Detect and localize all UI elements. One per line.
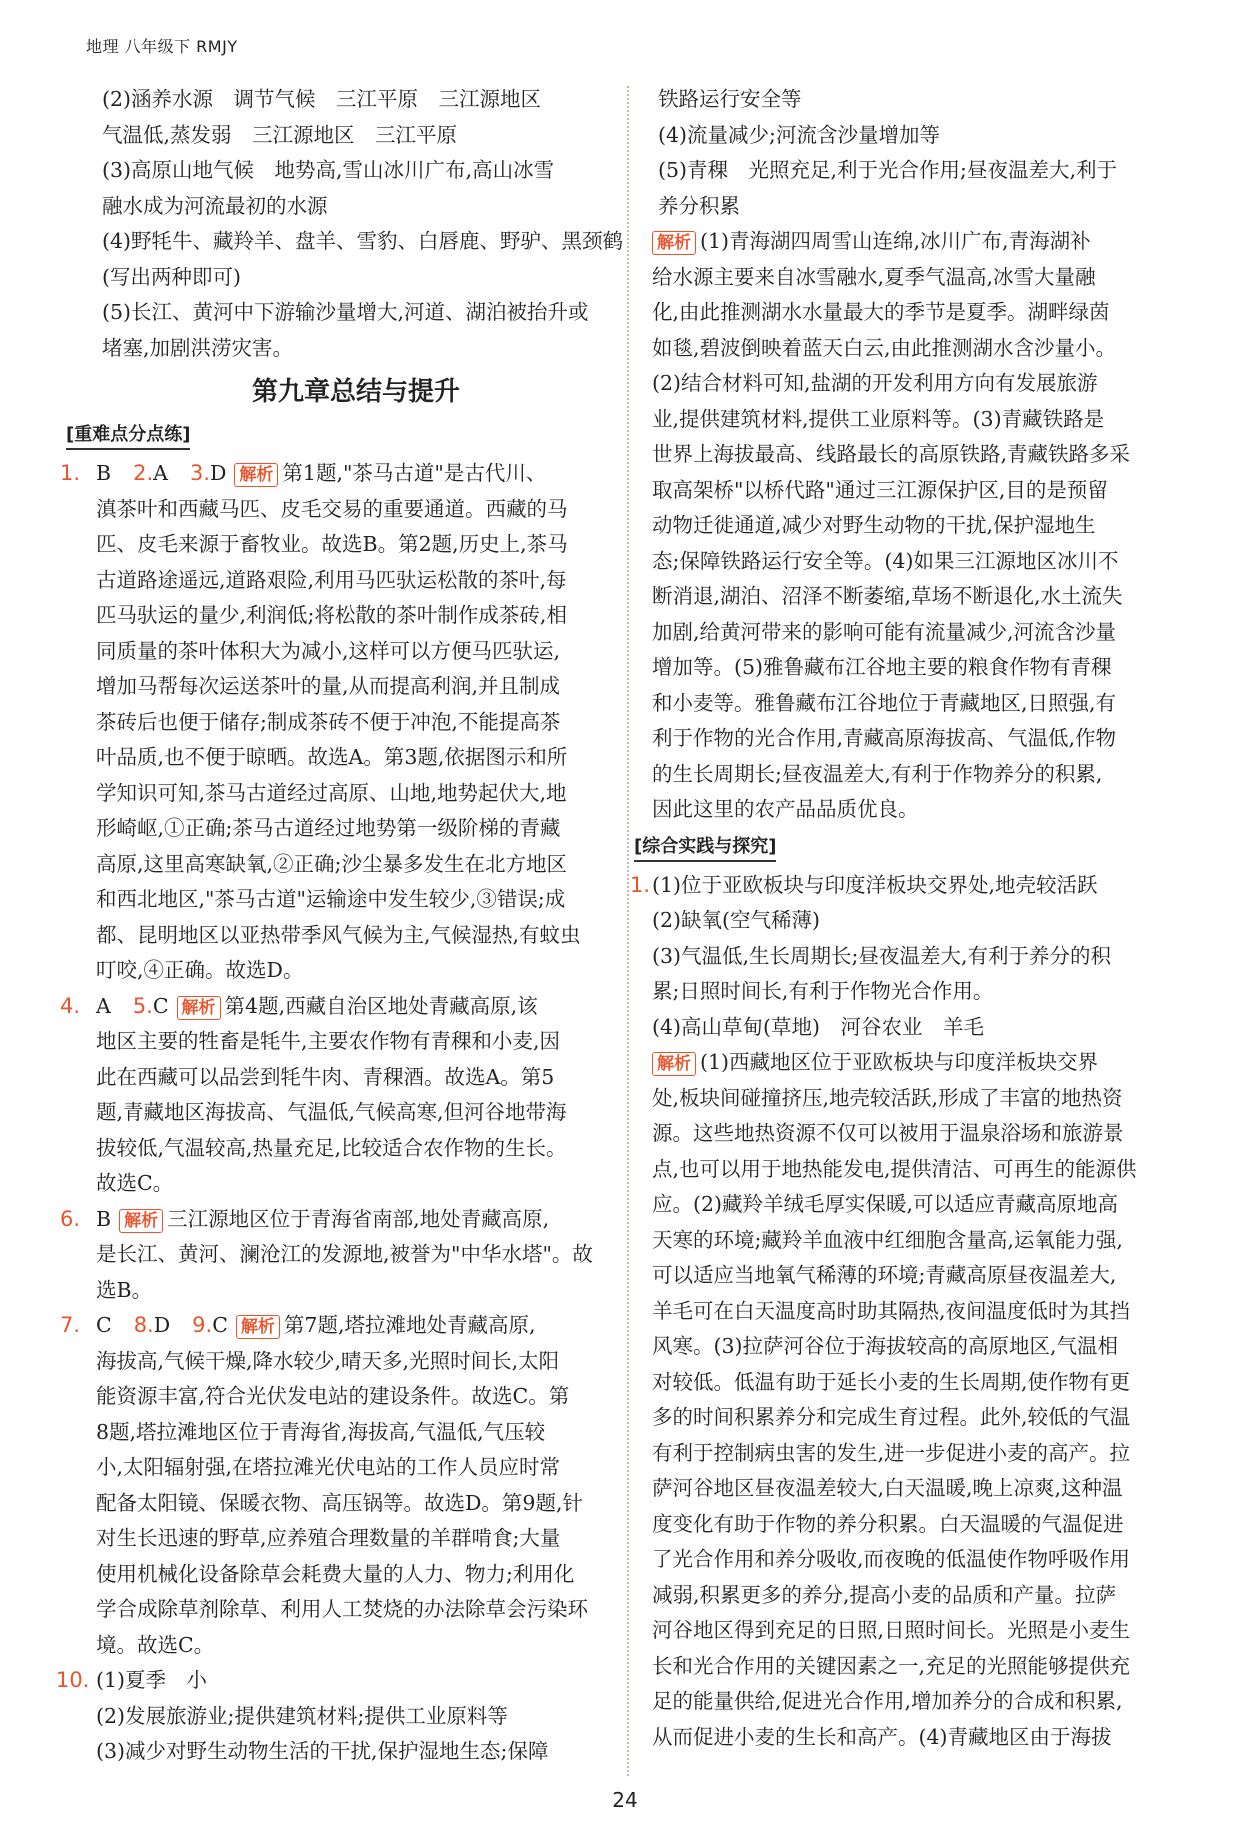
analysis-line: 故选C。 <box>96 1171 174 1195</box>
analysis-line: 境。故选C。 <box>96 1632 215 1657</box>
analysis-line: 利于作物的光合作用,青藏高原海拔高、气温低,作物 <box>652 726 1117 750</box>
analysis-text: (1)西藏地区位于亚欧板块与印度洋板块交界 <box>700 1050 1099 1074</box>
analysis-line: 题,青藏地区海拔高、气温低,气候高寒,但河谷地带海 <box>96 1100 567 1124</box>
question-number: 6. <box>60 1206 81 1231</box>
question-number: 5. <box>132 993 153 1018</box>
analysis-tag: 解析 <box>234 463 278 487</box>
answer-line: 气温低,蒸发弱 三江源地区 三江平原 <box>102 122 458 147</box>
right-column <box>630 82 1172 1755</box>
answer-line: 累;日照时间长,有利于作物光合作用。 <box>652 979 994 1003</box>
analysis-line: 地区主要的牲畜是牦牛,主要农作物有青稞和小麦,因 <box>96 1029 561 1053</box>
analysis-line: 断消退,湖泊、沼泽不断萎缩,草场不断退化,水土流失 <box>652 584 1123 608</box>
analysis-line: 形崎岖,①正确;茶马古道经过地势第一级阶梯的青藏 <box>96 816 561 840</box>
analysis-line: (2)结合材料可知,盐湖的开发利用方向有发展旅游 <box>652 371 1098 395</box>
analysis-line: 从而促进小麦的生长和高产。(4)青藏地区由于海拔 <box>652 1724 1112 1749</box>
question-line <box>60 1202 616 1238</box>
answer-line: (2)发展旅游业;提供建筑材料;提供工业原料等 <box>96 1703 508 1728</box>
question-line <box>60 1308 616 1344</box>
analysis-line: 同质量的茶叶体积大为减小,这样可以方便马匹驮运, <box>96 638 561 663</box>
analysis-line: 滇茶叶和西藏马匹、皮毛交易的重要通道。西藏的马 <box>96 496 568 521</box>
question-number: 1. <box>60 461 81 485</box>
analysis-line: 天寒的环境;藏羚羊血液中红细胞含量高,运氧能力强, <box>652 1227 1123 1252</box>
answer-line: 养分积累 <box>658 193 740 218</box>
analysis-line: 处,板块间碰撞挤压,地壳较活跃,形成了丰富的地热资 <box>652 1085 1123 1110</box>
analysis-line: 古道路途遥远,道路艰险,利用马匹驮运松散的茶叶,每 <box>96 567 567 592</box>
analysis-line: 度变化有助于作物的养分积累。白天温暖的气温促进 <box>652 1511 1124 1536</box>
analysis-line: 源。这些地热资源不仅可以被用于温泉浴场和旅游景 <box>652 1121 1124 1145</box>
question-number: 10. <box>56 1668 90 1692</box>
analysis-line: 高原,这里高寒缺氧,②正确;沙尘暴多发生在北方地区 <box>96 851 567 876</box>
analysis-tag: 解析 <box>236 1315 280 1339</box>
analysis-line: 选B。 <box>96 1277 153 1302</box>
analysis-text: 第1题,"茶马古道"是古代川、 <box>282 461 547 485</box>
analysis-line: 如毯,碧波倒映着蓝天白云,由此推测湖水含沙量小。 <box>652 335 1117 360</box>
analysis-line: 是长江、黄河、澜沧江的发源地,被誉为"中华水塔"。故 <box>96 1242 593 1266</box>
analysis-text: 三江源地区位于青海省南部,地处青藏高原, <box>167 1206 550 1231</box>
answer-choice: C <box>96 1313 112 1337</box>
analysis-text: 第7题,塔拉滩地处青藏高原, <box>283 1313 536 1337</box>
analysis-line: 加剧,给黄河带来的影响可能有流量减少,河流含沙量 <box>652 619 1117 644</box>
analysis-line: 对较低。低温有助于延长小麦的生长周期,使作物有更 <box>652 1369 1131 1394</box>
analysis-line: 海拔高,气候干燥,降水较少,晴天多,光照时间长,太阳 <box>96 1348 560 1373</box>
answer-line: (4)高山草甸(草地) 河谷农业 羊毛 <box>652 1014 985 1039</box>
page-number: 24 <box>612 1788 638 1812</box>
question-number: 2. <box>133 461 154 485</box>
analysis-line: 学知识可知,茶马古道经过高原、山地,地势起伏大,地 <box>96 780 567 805</box>
analysis-line: 业,提供建筑材料,提供工业原料等。(3)青藏铁路是 <box>652 406 1105 431</box>
analysis-line: 给水源主要来自冰雪融水,夏季气温高,冰雪大量融 <box>652 264 1096 289</box>
answer-choice: A <box>96 993 111 1018</box>
question-number: 7. <box>60 1313 81 1337</box>
analysis-line: 配备太阳镜、保暖衣物、高压锅等。故选D。第9题,针 <box>96 1490 583 1515</box>
analysis-text: (1)青海湖四周雪山连绵,冰川广布,青海湖补 <box>700 229 1091 253</box>
analysis-line: 了光合作用和养分吸收,而夜晚的低温使作物呼吸作用 <box>652 1547 1131 1571</box>
analysis-line: 化,由此推测湖水水量最大的季节是夏季。湖畔绿茵 <box>652 300 1110 324</box>
analysis-line: 点,也可以用于地热能发电,提供清洁、可再生的能源供 <box>652 1156 1137 1181</box>
analysis-line: 多的时间积累养分和完成生育过程。此外,较低的气温 <box>652 1405 1131 1429</box>
analysis-line: 能资源丰富,符合光伏发电站的建设条件。故选C。第 <box>96 1384 570 1408</box>
answer-line: 铁路运行安全等 <box>658 87 802 111</box>
analysis-line: 增加马帮每次运送茶叶的量,从而提高利润,并且制成 <box>96 674 561 698</box>
question-line <box>630 868 1172 904</box>
answer-line: (5)青稞 光照充足,利于光合作用;昼夜温差大,利于 <box>658 158 1117 182</box>
analysis-tag: 解析 <box>652 231 696 255</box>
answer-choice: C <box>212 1313 228 1337</box>
analysis-line: 增加等。(5)雅鲁藏布江谷地主要的粮食作物有青稞 <box>652 655 1112 679</box>
analysis-line: 萨河谷地区昼夜温差较大,白天温暖,晚上凉爽,这种温 <box>652 1476 1123 1500</box>
analysis-line: 风寒。(3)拉萨河谷位于海拔较高的高原地区,气温相 <box>652 1334 1119 1358</box>
answer-line: (5)长江、黄河中下游输沙量增大,河道、湖泊被抬升或 <box>102 300 589 324</box>
answer-line: (写出两种即可) <box>102 264 241 289</box>
answer-line: (4)流量减少;河流含沙量增加等 <box>658 122 940 147</box>
analysis-line: 小,太阳辐射强,在塔拉滩光伏电站的工作人员应时常 <box>96 1455 561 1479</box>
analysis-line: 可以适应当地氧气稀薄的环境;青藏高原昼夜温差大, <box>652 1263 1117 1287</box>
answer-text: (1)位于亚欧板块与印度洋板块交界处,地壳较活跃 <box>652 872 1098 897</box>
analysis-line: 河谷地区得到充足的日照,日照时间长。光照是小麦生 <box>652 1618 1131 1642</box>
analysis-line: 叮咬,④正确。故选D。 <box>96 958 304 982</box>
answer-line: 堵塞,加剧洪涝灾害。 <box>102 335 294 360</box>
analysis-line <box>652 224 1172 260</box>
page-header: 地理 八年级下 RMJY <box>86 37 238 56</box>
question-line <box>56 1663 616 1699</box>
analysis-line: 拔较低,气温较高,热量充足,比较适合农作物的生长。 <box>96 1135 567 1160</box>
analysis-line: 的生长周期长;昼夜温差大,有利于作物养分的积累, <box>652 761 1103 786</box>
answer-choice: A <box>153 461 168 485</box>
analysis-line: 和小麦等。雅鲁藏布江谷地位于青藏地区,日照强,有 <box>652 690 1117 715</box>
analysis-text: 第4题,西藏自治区地处青藏高原,该 <box>224 993 538 1018</box>
question-number: 1. <box>630 872 651 897</box>
analysis-line: 茶砖后也便于储存;制成茶砖不便于冲泡,不能提高茶 <box>96 709 561 734</box>
analysis-line: 8题,塔拉滩地区位于青海省,海拔高,气温低,气压较 <box>96 1419 546 1444</box>
question-number: 3. <box>189 461 210 485</box>
analysis-line: 都、昆明地区以亚热带季风气候为主,气候湿热,有蚊虫 <box>96 922 581 947</box>
answer-choice: C <box>152 993 169 1018</box>
analysis-line: 羊毛可在白天温度高时助其隔热,夜间温度低时为其挡 <box>652 1298 1131 1323</box>
analysis-line: 有利于控制病虫害的发生,进一步促进小麦的高产。拉 <box>652 1440 1131 1465</box>
question-line <box>60 456 616 492</box>
analysis-line: 取高架桥"以桥代路"通过三江源保护区,目的是预留 <box>652 477 1108 502</box>
analysis-line: 此在西藏可以品尝到牦牛肉、青稞酒。故选A。第5 <box>96 1064 555 1089</box>
question-number: 8. <box>133 1313 154 1337</box>
analysis-line: 减弱,积累更多的养分,提高小麦的品质和产量。拉萨 <box>652 1582 1117 1607</box>
answer-choice: B <box>96 1206 112 1231</box>
analysis-line: 动物迁徙通道,减少对野生动物的干扰,保护湿地生 <box>652 513 1096 537</box>
answer-line: (2)涵养水源 调节气候 三江平原 三江源地区 <box>102 87 542 111</box>
analysis-line: 足的能量供给,促进光合作用,增加养分的合成和积累, <box>652 1689 1123 1713</box>
question-number: 9. <box>192 1313 213 1337</box>
analysis-line: 学合成除草剂除草、利用人工焚烧的办法除草会污染环 <box>96 1597 588 1621</box>
answer-text: (1)夏季 小 <box>96 1668 208 1692</box>
answer-line: 融水成为河流最初的水源 <box>102 193 328 218</box>
question-line <box>60 989 616 1025</box>
question-number: 4. <box>60 993 81 1018</box>
answer-choice: D <box>153 1313 171 1337</box>
answer-line: (3)气温低,生长周期长;昼夜温差大,有利于养分的积 <box>652 943 1111 968</box>
analysis-line: 和西北地区,"茶马古道"运输途中发生较少,③错误;成 <box>96 887 566 911</box>
analysis-tag: 解析 <box>119 1209 163 1233</box>
answer-line: (2)缺氧(空气稀薄) <box>652 908 821 932</box>
analysis-line: 长和光合作用的关键因素之一,充足的光照能够提供充 <box>652 1653 1131 1678</box>
section-heading: [重难点分点练] <box>66 422 190 450</box>
left-column <box>56 82 624 1770</box>
analysis-line: 应。(2)藏羚羊绒毛厚实保暖,可以适应青藏高原地高 <box>652 1192 1119 1216</box>
answer-line: (3)高原山地气候 地势高,雪山冰川广布,高山冰雪 <box>102 158 555 182</box>
analysis-line: 因此这里的农产品品质优良。 <box>652 797 919 821</box>
answer-choice: B <box>96 461 112 485</box>
column-divider <box>627 86 629 1776</box>
analysis-line: 态;保障铁路运行安全等。(4)如果三江源地区冰川不 <box>652 548 1119 573</box>
section-heading: [综合实践与探究] <box>634 834 776 862</box>
analysis-line: 世界上海拔最高、线路最长的高原铁路,青藏铁路多采 <box>652 442 1131 466</box>
analysis-tag: 解析 <box>652 1052 696 1076</box>
analysis-line: 叶品质,也不便于晾晒。故选A。第3题,依据图示和所 <box>96 745 568 769</box>
answer-line: (3)减少对野生动物生活的干扰,保护湿地生态;保障 <box>96 1739 549 1763</box>
answer-line: (4)野牦牛、藏羚羊、盘羊、雪豹、白唇鹿、野驴、黑颈鹤 <box>102 229 624 253</box>
analysis-tag: 解析 <box>177 996 221 1020</box>
analysis-line: 使用机械化设备除草会耗费大量的人力、物力;利用化 <box>96 1561 575 1586</box>
analysis-line: 匹、皮毛来源于畜牧业。故选B。第2题,历史上,茶马 <box>96 532 568 556</box>
analysis-line: 对生长迅速的野草,应养殖合理数量的羊群啃食;大量 <box>96 1526 561 1550</box>
chapter-title: 第九章总结与提升 <box>251 377 460 407</box>
analysis-line <box>652 1045 1172 1081</box>
answer-choice: D <box>209 461 227 485</box>
analysis-line: 匹马驮运的量少,利润低;将松散的茶叶制作成茶砖,相 <box>96 603 567 627</box>
